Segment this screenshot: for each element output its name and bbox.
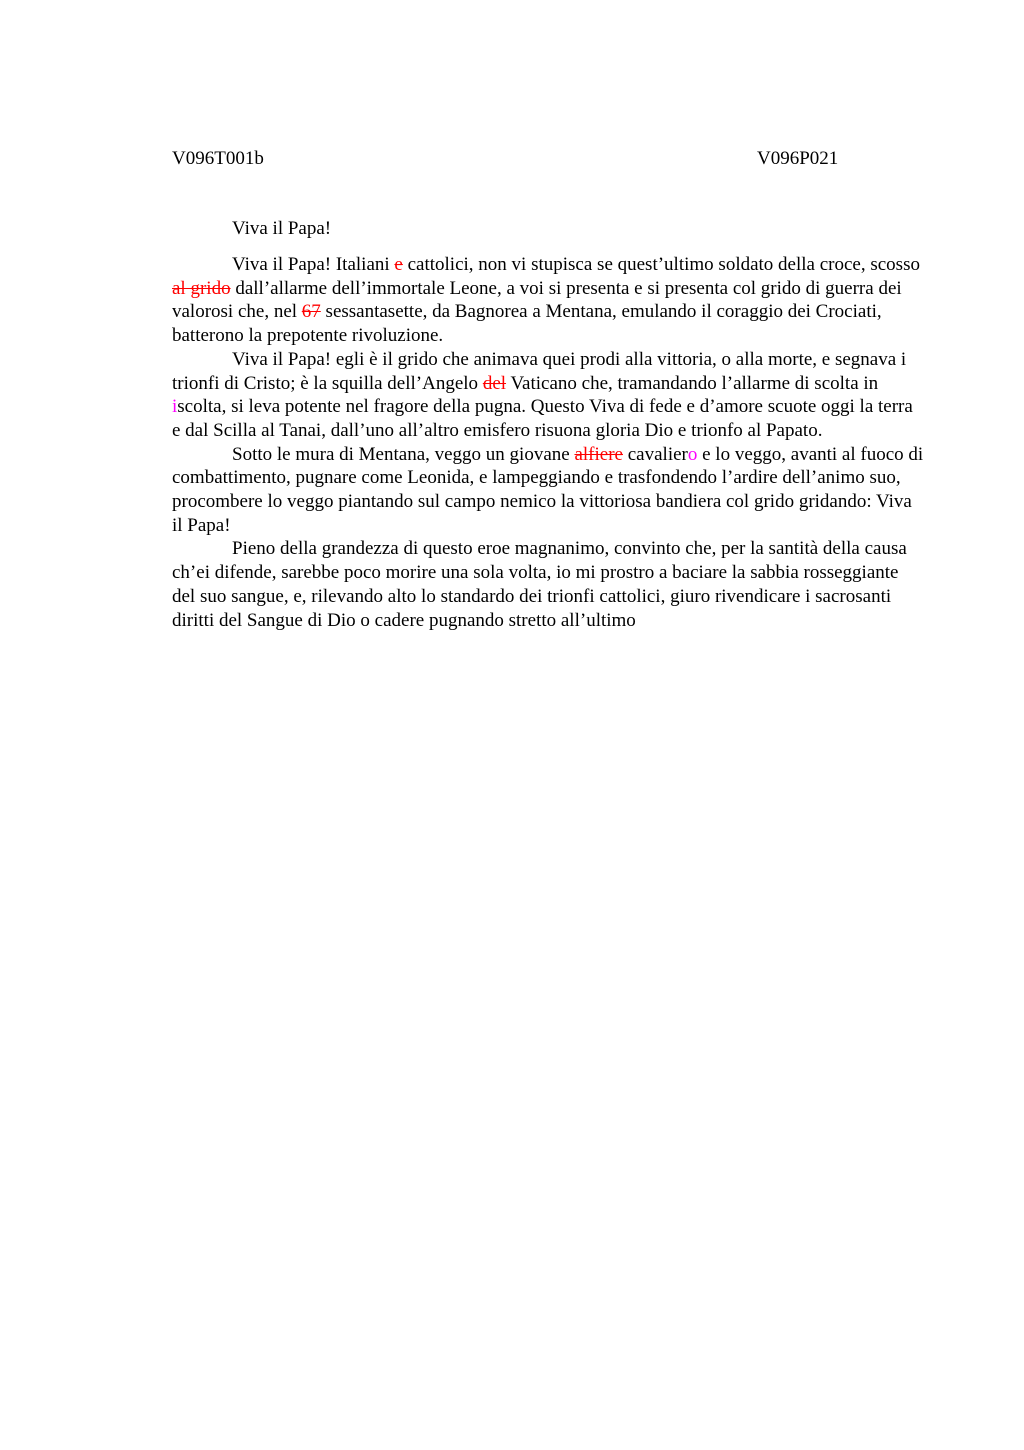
document-body xyxy=(172,253,924,632)
page-header xyxy=(172,146,924,172)
document-title: Viva il Papa! xyxy=(232,218,332,239)
inserted-text: o xyxy=(687,443,698,465)
text-segment: cavalier xyxy=(622,443,688,465)
deleted-text: 67 xyxy=(301,301,321,323)
text-segment: dall’allarme dell’immortale Leone, a voi si presenta e si presenta col grido di guerra dei valorosi che, nel xyxy=(172,277,902,323)
page-id: V096P021 xyxy=(757,148,839,169)
text-segment: Vaticano che, tramandando l’allarme di scolta in xyxy=(506,372,879,394)
paragraph xyxy=(172,537,924,632)
text-segment: Viva il Papa! Italiani xyxy=(232,254,395,275)
document-page xyxy=(172,146,924,632)
inserted-text: i xyxy=(172,396,178,418)
deleted-text: del xyxy=(482,372,507,394)
deleted-text: alfiere xyxy=(574,443,623,465)
text-segment: cattolici, non vi stupisca se quest’ultimo soldato della croce, scosso xyxy=(402,254,920,275)
text-segment: scolta, si leva potente nel fragore della pugna. Questo Viva di fede e d’amore scuote oggi la terra e dal Scilla al Tanai, dall’uno all’altro emisfero risuona gloria Dio e trionfo al Papato. xyxy=(172,396,913,441)
text-segment: e lo veggo, avanti al fuoco di combattimento, pugnare come Leonida, e lampeggiando e trasfondendo l’ardire dell’animo suo, procombere lo veggo piantando sul campo nemico la vittoriosa bandiera col grido gridando: Viva il Papa! xyxy=(172,443,924,536)
deleted-text: al grido xyxy=(172,277,231,299)
text-segment: Viva il Papa! egli è il grido che animava quei prodi alla vittoria, o alla morte, e segnava i trionfi di Cristo; è la squilla dell’Angelo xyxy=(172,348,907,394)
text-segment: sessantasette, da Bagnorea a Mentana, emulando il coraggio dei Crociati, batterono la prepotente rivoluzione. xyxy=(172,301,882,347)
document-id: V096T001b xyxy=(172,148,264,169)
text-segment: Pieno della grandezza di questo eroe magnanimo, convinto che, per la santità della causa ch’ei difende, sarebbe poco morire una sola volta, io mi prostro a baciare la sabbia rosseggiante del suo sangue, e, rilevando alto lo standardo dei trionfi cattolici, giuro rivendicare i sacrosanti diritti del Sangue di Dio o cadere pugnando stretto all’ultimo xyxy=(172,538,907,631)
paragraph xyxy=(172,348,924,443)
paragraph xyxy=(172,443,924,538)
paragraph xyxy=(172,253,924,348)
deleted-text: e xyxy=(394,254,403,275)
text-segment: Sotto le mura di Mentana, veggo un giovane xyxy=(232,443,575,465)
